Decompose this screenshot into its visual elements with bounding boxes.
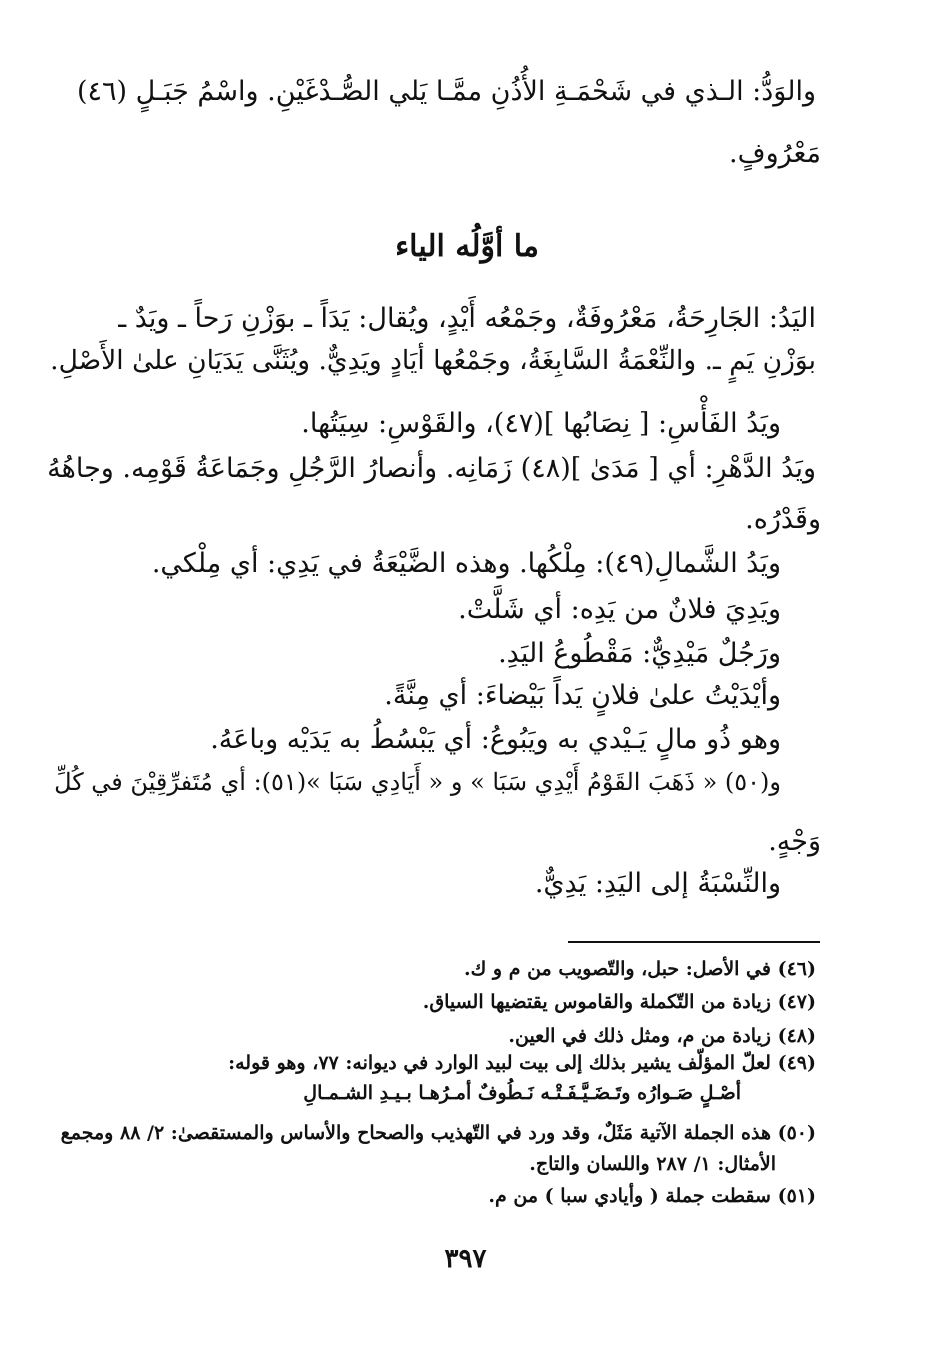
footnote-separator [568,941,820,943]
top-paragraph-line-1: والوَدُّ: الـذي في شَحْمَـةِ الأُذُنِ ممَّـا يَلي الصُّـدْغَيْنِ. واسْمُ جَبَـلٍ (٤٦) [76,76,816,107]
top-paragraph-line-2: مَعْرُوفٍ. [729,138,821,169]
body-line: ويَدُ الدَّهْرِ: أي [ مَدَىٰ ](٤٨) زَمَانِه. وأنصارُ الرَّجُلِ وجَمَاعَةُ قَوْمِه. وجاهُهُ [47,453,816,484]
body-line: ويَدُ الشَّمالِ(٤٩): مِلْكُها. وهذه الضَّيْعَةُ في يَدِي: أي مِلْكي. [151,548,781,579]
footnote-47: (٤٧) زيادة من التّكملة والقاموس يقتضيها السياق. [422,991,816,1013]
footnote-46: (٤٦) في الأصل: حبل، والتّصويب من م و ك. [464,958,816,980]
footnote-49-verse: أصْـلٍ صَـوارُه وتَـضَـيَّـفَـتْـه نَـطُوفٌ أمـرُهـا بـيـدِ الشـمـالِ [303,1082,741,1104]
body-line: بوَزْنِ يَمٍ ـ. والنِّعْمَةُ السَّابِغَةُ، وجَمْعُها أيَادٍ ويَدِيٌّ. ويُثَنَّى يَدَيَانِ علىٰ الأَصْلِ. [50,345,816,376]
body-line: وقَدْرُه. [745,504,821,535]
body-line: ورَجُلٌ مَيْدِيٌّ: مَقْطُوعُ اليَدِ. [498,638,781,669]
body-line: وهو ذُو مالٍ يَـيْدي به ويَبُوعُ: أي يَبْسُطُ به يَدَيْه وباعَهُ. [210,724,781,755]
body-line: وَجْهٍ. [768,826,821,857]
body-line: ويَدِيَ فلانٌ من يَدِه: أي شَلَّتْ. [458,594,781,625]
body-line: والنِّسْبَةُ إلى اليَدِ: يَدِيٌّ. [534,868,781,899]
body-line: اليَدُ: الجَارِحَةُ، مَعْرُوفَةٌ، وجَمْعُه أَيْدٍ، ويُقال: يَدَاً ـ بوَزْنِ رَحاً ـ ويَدٌ ـ [118,303,816,334]
section-heading: ما أوَّلُه الياء [395,229,539,264]
footnote-48: (٤٨) زيادة من م، ومثل ذلك في العين. [508,1025,816,1047]
page-number: ٣٩٧ [444,1244,487,1274]
body-line: و(٥٠) « ذَهَبَ القَوْمُ أَيْدِي سَبَا » و « أَيَادِي سَبَا »(٥١): أي مُتَفرِّقِيْنَ في كُلِّ [54,768,781,796]
footnote-49: (٤٩) لعلّ المؤلّف يشير بذلك إلى بيت لبيد الوارد في ديوانه: ٧٧، وهو قوله: [228,1052,816,1074]
footnote-50-cont: الأمثال: ١/ ٢٨٧ واللسان والتاج. [529,1153,776,1175]
footnote-50: (٥٠) هذه الجملة الآتية مَثَلٌ، وقد ورد في التّهذيب والصحاح والأساس والمستقصىٰ: ٢/ ٨٨ ومجمع [60,1122,816,1144]
footnote-51: (٥١) سقطت جملة ( وأيادي سبا ) من م. [488,1185,816,1207]
body-line: وأيْدَيْتُ علىٰ فلانٍ يَداً بَيْضاءَ: أي مِنَّةً. [384,680,781,711]
body-line: ويَدُ الفَأْسِ: [ نِصَابُها ](٤٧)، والقَوْسِ: سِيَتُها. [301,408,781,439]
